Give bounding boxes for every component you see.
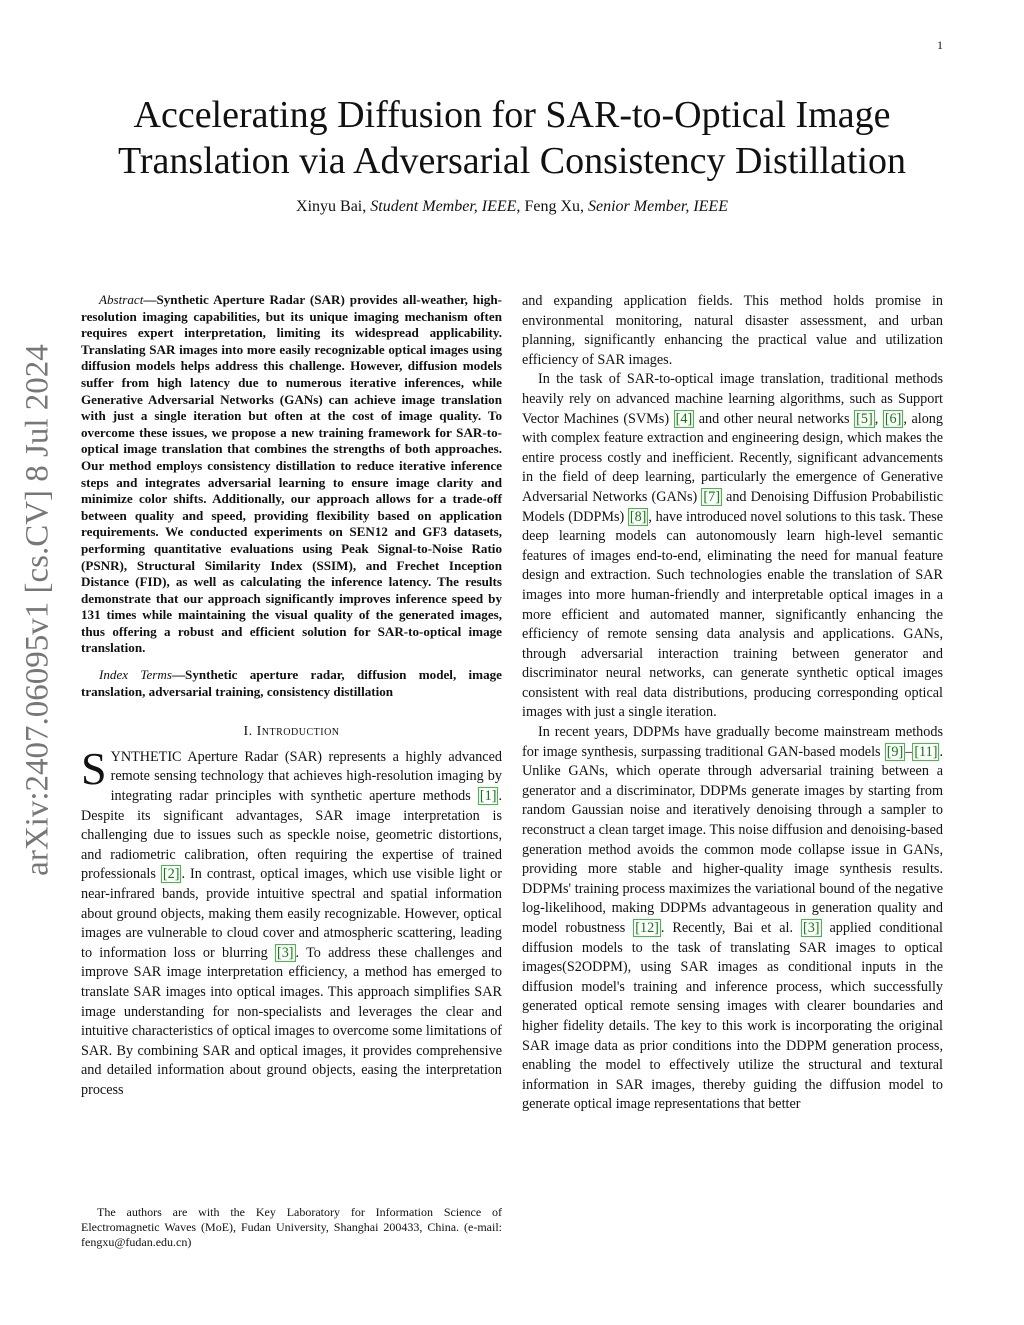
- abstract: [81, 292, 502, 657]
- title-line-2: Translation via Adversarial Consistency Distillation: [117, 140, 907, 182]
- footnote-affiliation: The authors are with the Key Laboratory for Information Science of Electromagnetic Waves (MoE), Fudan University, Shanghai 200433, China. (e-mail: fengxu@fudan.edu.cn): [81, 1205, 502, 1249]
- paragraph-text: , along with complex feature extraction and engineering design, which makes the entire process costly and inefficient. Recently, significant advancements in the field of deep learning, particularly the emergence of Generative Adversarial Networks (GANs): [522, 410, 943, 505]
- abstract-label: Abstract: [99, 292, 144, 307]
- citation-link[interactable]: [3]: [276, 944, 294, 961]
- paragraph-text: . Recently, Bai et al.: [660, 920, 801, 936]
- paragraph-text: In recent years, DDPMs have gradually become mainstream methods for image synthesis, surpassing traditional GAN-based models: [522, 724, 943, 760]
- section-title: Introduction: [256, 724, 340, 740]
- abstract-text: —Synthetic Aperture Radar (SAR) provides all-weather, high-resolution imaging capabilities, but its unique imaging mechanism often requires expert interpretation, limiting its widespread applicability. Translating SAR images into more easily recognizable optical images using diffusion models helps address this challenge. However, diffusion models suffer from high latency due to numerous iterative inferences, while Generative Adversarial Networks (GANs) can achieve image translation with just a single iteration but often at the cost of image quality. To overcome these issues, we propose a new training framework for SAR-to-optical image translation that combines the strengths of both approaches. Our method employs consistency distillation to reduce iterative inference steps and integrates adversarial learning to ensure image clarity and minimize color shifts. Additionally, our approach allows for a trade-off between quality and speed, providing flexibility based on application requirements. We conducted experiments on SEN12 and GF3 datasets, performing quantitative evaluations using Peak Signal-to-Noise Ratio (PSNR), Structural Similarity Index (SSIM), and Frechet Inception Distance (FID), as well as calculating the inference latency. The results demonstrate that our approach significantly improves inference speed by 131 times while maintaining the visual quality of the generated images, thus offering a robust and efficient solution for SAR-to-optical image translation.: [81, 292, 502, 656]
- intro-text-a: Aperture Radar (SAR) represents a highly advanced remote sensing technology that achieves high-resolution imaging by integrating radar principles with synthetic aperture methods: [110, 748, 502, 805]
- left-column: [81, 292, 502, 1101]
- right-paragraph-ddpms: [522, 723, 943, 1115]
- citation-link[interactable]: [7]: [703, 488, 720, 505]
- intro-text-d: . To address these challenges and improve SAR image interpretation efficiency, a method has emerged to translate SAR images into optical images. This approach simplifies SAR image understanding for non-specialists and leverages the clear and intuitive characteristics of optical images to overcome some limitations of SAR. By combining SAR and optical images, it provides comprehensive and detailed information about ground objects, easing the interpretation process: [81, 944, 503, 1098]
- index-terms-label: Index Terms: [99, 667, 172, 683]
- title-line-1: Accelerating Diffusion for SAR-to-Optical Image: [133, 94, 891, 136]
- citation-link[interactable]: [1]: [479, 788, 497, 805]
- paragraph-text: , have introduced novel solutions to this task. These deep learning models can autonomously learn high-level semantic features of images end-to-end, eliminating the need for manual feature design and extraction. Such technologies enable the translation of SAR images into more human-friendly and interpretable optical images in a more efficient and automated manner, significantly enhancing the efficiency of remote sensing data analysis and applications. GANs, through adversarial interaction training between generator and discriminator neural networks, can generate synthetic optical images consistent with real data distributions, producing corresponding optical images with just a single iteration.: [522, 508, 943, 721]
- intro-text-c: . In contrast, optical images, which use visible light or near-infrared bands, provide intuitive spectral and spatial information about ground objects, making them easily recognizable. However, optical images are vulnerable to cloud cover and atmospheric scattering, leading to information loss or blurring: [81, 866, 502, 961]
- citation-link[interactable]: [9]: [886, 743, 904, 760]
- index-terms-text: —Synthetic aperture radar, diffusion model, image translation, adversarial training, consistency distillation: [81, 667, 502, 699]
- citation-link[interactable]: [2]: [162, 866, 180, 883]
- citation-link[interactable]: [5]: [856, 410, 873, 427]
- paragraph-text: –: [905, 743, 913, 760]
- citation-link[interactable]: [4]: [675, 410, 693, 427]
- section-heading-introduction: [81, 722, 502, 742]
- paragraph-text: . Unlike GANs, which operate through adversarial training between a generator and a discriminator, DDPMs generate images by starting from random Gaussian noise and iteratively denoising through a sampler to reconstruct a clean target image. This noise diffusion and denoising-based generation method avoids the common mode collapse issue in GANs, providing more stable and higher-quality image synthesis results. DDPMs' training process maximizes the variational bound of the negative log-likelihood, making DDPMs advantageous in generation quality and model robustness: [522, 743, 943, 936]
- intro-text-b: . Despite its significant advantages, SAR image interpretation is challenging due to issues such as speckle noise, geometric distortions, and radiometric calibration, often requiring the expertise of trained professionals: [81, 788, 502, 883]
- intro-paragraph-1: [81, 742, 503, 1101]
- drop-cap: S: [81, 742, 107, 794]
- index-terms: [81, 667, 502, 700]
- section-number: I.: [243, 724, 257, 740]
- author-2: Feng Xu,: [520, 198, 588, 215]
- paragraph-text: ,: [874, 410, 883, 427]
- citation-link[interactable]: [12]: [635, 920, 659, 936]
- right-paragraph-traditional-methods: [522, 370, 943, 723]
- paragraph-text: applied conditional diffusion models to the task of translating SAR images to optical images(S2ODPM), using SAR images as conditional inputs in the diffusion model's training and inference process, which successfully generated optical remote sensing images with clearer boundaries and higher fidelity details. The key to this work is incorporating the original SAR image data as prior conditions into the DDPM generation process, enabling the model to effectively utilize the structural and textural information in SAR images, thereby guiding the diffusion model to generate optical image representations that better: [522, 920, 943, 1113]
- paper-title: [60, 92, 964, 184]
- author-2-role: Senior Member, IEEE: [588, 198, 728, 215]
- author-line: [60, 198, 964, 216]
- right-paragraph-continued: and expanding application fields. This method holds promise in environmental monitoring, natural disaster assessment, and urban planning, significantly enhancing the practical value and utilization efficiency of SAR images.: [522, 293, 943, 368]
- paragraph-text: In the task of SAR-to-optical image translation, traditional methods heavily rely on advanced machine learning algorithms, such as Support Vector Machines (SVMs): [522, 371, 943, 427]
- paragraph-text: and Denoising Diffusion Probabilistic Models (DDPMs): [522, 488, 943, 525]
- arxiv-identifier[interactable]: arXiv:2407.06095v1 [cs.CV] 8 Jul 2024: [19, 344, 56, 876]
- author-1: Xinyu Bai,: [296, 198, 371, 215]
- citation-link[interactable]: [11]: [914, 743, 938, 760]
- drop-cap-rest: YNTHETIC: [110, 748, 182, 765]
- paragraph-text: and other neural networks: [694, 410, 855, 427]
- citation-link[interactable]: [8]: [629, 508, 647, 525]
- right-column: [522, 292, 943, 1115]
- citation-link[interactable]: [6]: [884, 410, 902, 427]
- citation-link[interactable]: [3]: [802, 920, 820, 936]
- page-number: 1: [937, 38, 943, 52]
- author-1-role: Student Member, IEEE,: [370, 198, 521, 215]
